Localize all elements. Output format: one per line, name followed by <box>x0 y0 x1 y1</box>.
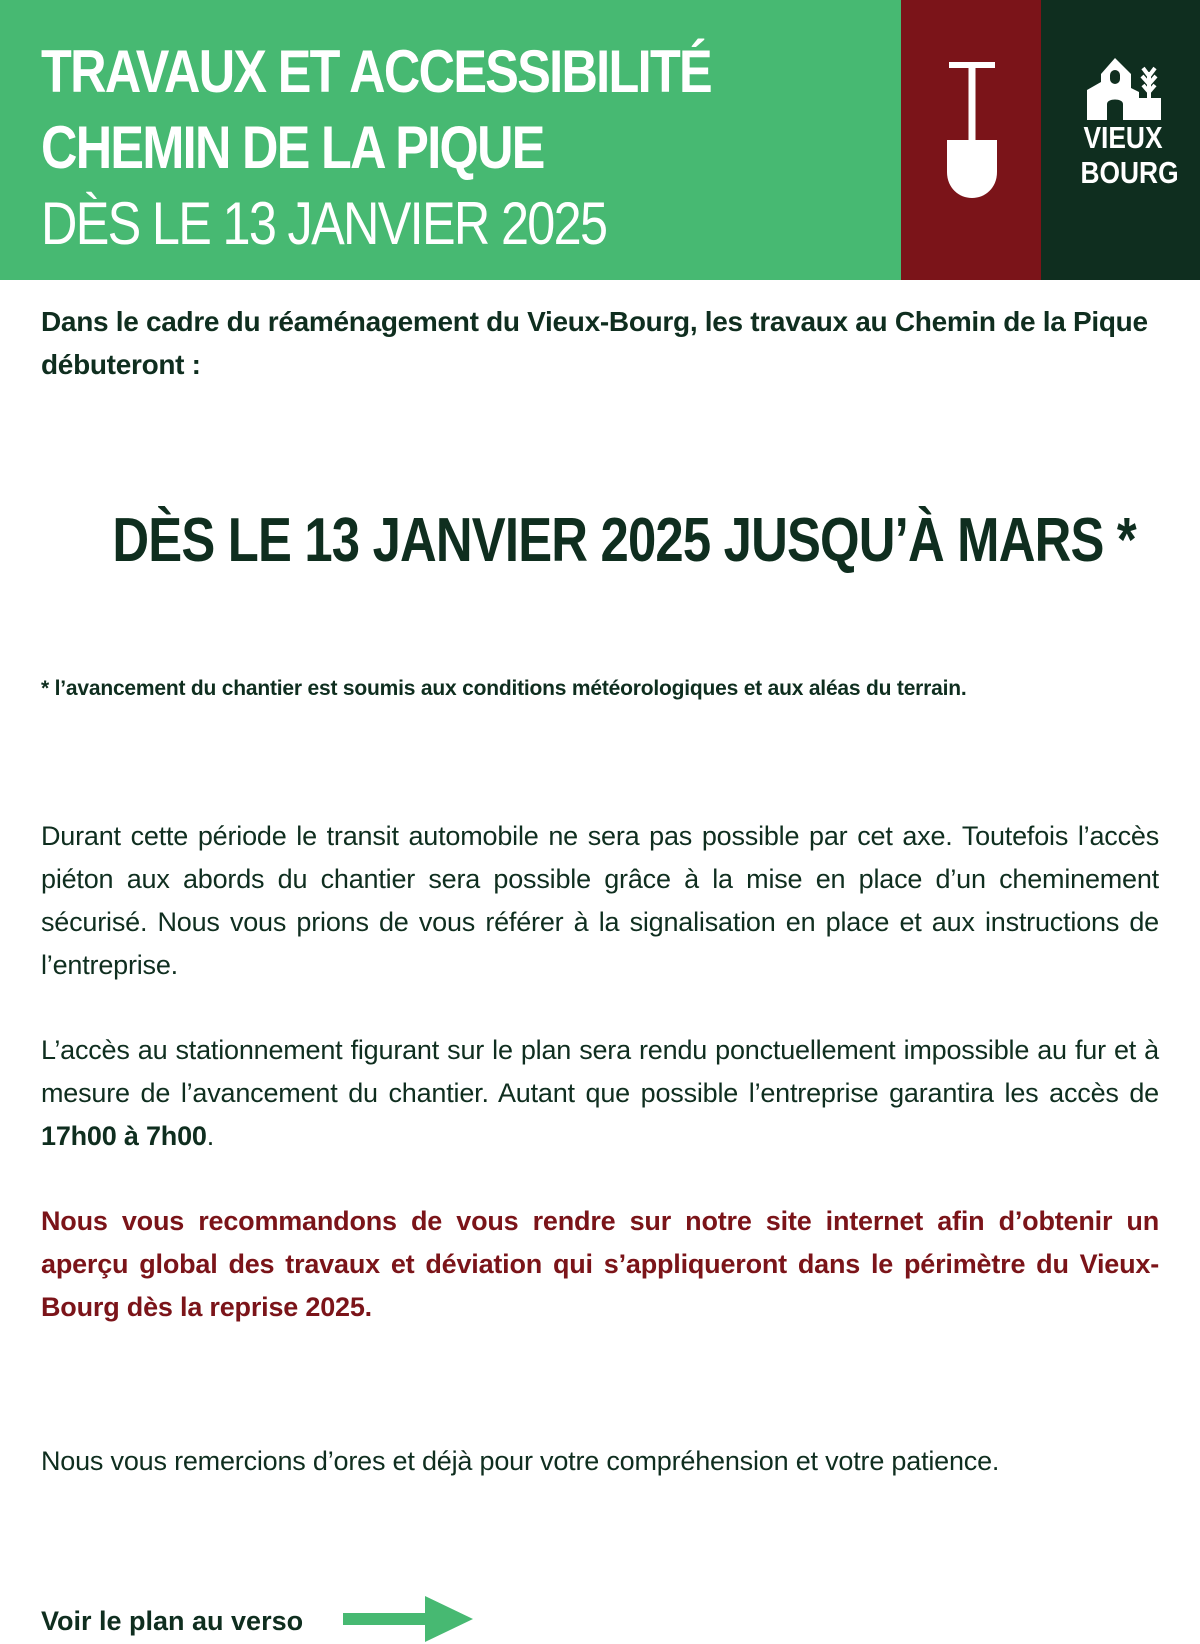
title-line-1: TRAVAUX ET ACCESSIBILITÉ <box>41 38 711 105</box>
logo-text-line-2: BOURG <box>1080 155 1179 190</box>
logo-text-line-1: VIEUX <box>1083 120 1163 155</box>
title-line-2: CHEMIN DE LA PIQUE <box>41 114 544 181</box>
parking-paragraph <box>41 1029 1159 1158</box>
parking-text-end: . <box>206 1121 215 1151</box>
traffic-paragraph: Durant cette période le transit automobile ne sera pas possible par cet axe. Toutefois l’accès piéton aux abords du chantier sera possible grâce à la mise en place d’un cheminement sécurisé. Nous vous prions de vous référer à la signalisation en place et aux instructions de l’entreprise. <box>41 821 1159 980</box>
header-logo-panel <box>1041 0 1200 280</box>
vieux-bourg-logo <box>1073 54 1179 204</box>
intro-text: Dans le cadre du réaménagement du Vieux-Bourg, les travaux au Chemin de la Pique débuteront : <box>41 306 1148 380</box>
shovel-icon <box>941 62 1003 202</box>
see-plan-verso-label: Voir le plan au verso <box>41 1606 304 1636</box>
work-period-headline <box>0 505 1200 576</box>
arrow-right-icon <box>343 1596 473 1642</box>
thanks-paragraph: Nous vous remercions d’ores et déjà pour votre compréhension et votre patience. <box>41 1446 1000 1476</box>
weather-footnote: * l’avancement du chantier est soumis aux conditions météorologiques et aux aléas du terrain. <box>41 677 967 700</box>
parking-text: L’accès au stationnement figurant sur le plan sera rendu ponctuellement impossible au fur et à mesure de l’avancement du chantier. Autant que possible l’entreprise garantira les accès de <box>41 1035 1159 1108</box>
header-shovel-panel <box>901 0 1041 280</box>
header-title-panel <box>0 0 901 280</box>
page-title <box>41 34 891 262</box>
village-house-icon <box>1083 54 1163 120</box>
header-banner <box>0 0 1200 280</box>
title-line-3: DÈS LE 13 JANVIER 2025 <box>41 190 607 257</box>
access-hours: 17h00 à 7h00 <box>41 1121 207 1151</box>
website-recommendation: Nous vous recommandons de vous rendre sur notre site internet afin d’obtenir un aperçu global des travaux et déviation qui s’appliqueront dans le périmètre du Vieux-Bourg dès la reprise 2025. <box>41 1206 1159 1322</box>
work-period-text: DÈS LE 13 JANVIER 2025 JUSQU’À MARS * <box>112 506 1136 575</box>
